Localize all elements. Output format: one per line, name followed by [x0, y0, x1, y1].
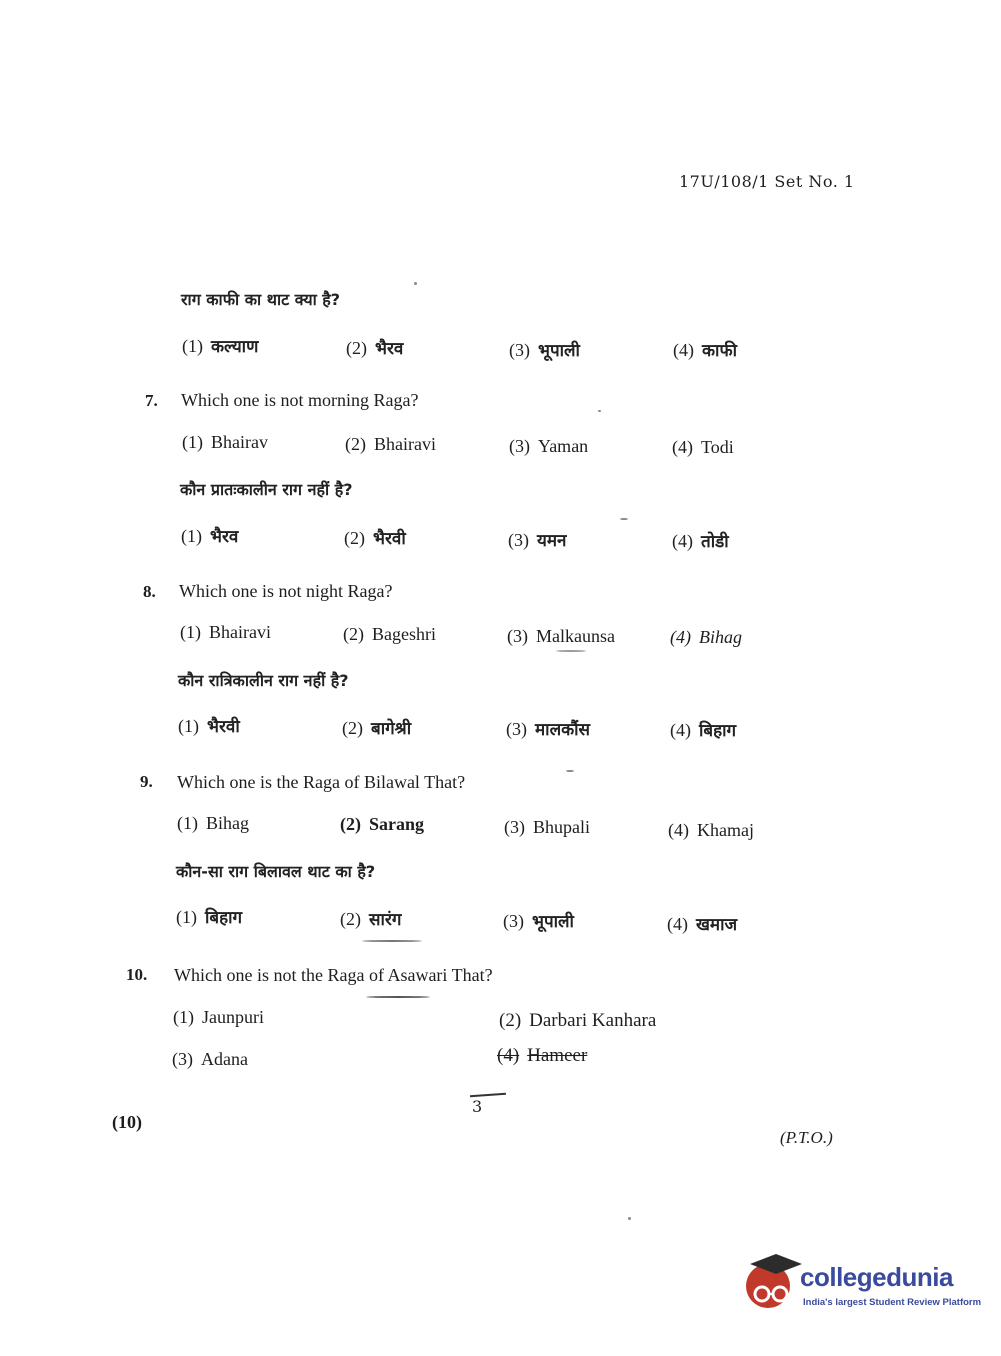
q8-hindi-text: कौन रात्रिकालीन राग नहीं है? [178, 671, 349, 690]
q9-hindi-text: कौन-सा राग बिलावल थाट का है? [176, 862, 376, 881]
scan-speck [566, 770, 574, 772]
q10-option-1: (1) Jaunpuri [173, 1007, 264, 1027]
q7-option-2: (2) Bhairavi [345, 434, 436, 454]
q7-option-4: (4) Todi [672, 437, 734, 457]
q7-option-1: (1) Bhairav [182, 432, 268, 452]
q7-hindi-text: कौन प्रातःकालीन राग नहीं है? [180, 480, 353, 499]
q8-option-4-hi: (4) बिहाग [670, 720, 737, 740]
q8-option-2-hi: (2) बागेश्री [342, 718, 412, 738]
q9-option-3: (3) Bhupali [504, 817, 590, 837]
q9-option-4-hi: (4) खमाज [667, 914, 738, 934]
q10-option-2: (2) Darbari Kanhara [499, 1010, 657, 1031]
q10-option-4: (4) Hameer [497, 1045, 588, 1066]
scan-speck [362, 940, 422, 942]
q10-number: 10. [126, 965, 148, 984]
q9-option-3-hi: (3) भूपाली [503, 911, 574, 931]
q6-option-1-hi: (1) कल्याण [182, 336, 259, 356]
brand-name: collegedunia [800, 1262, 953, 1292]
page-number: 3 [472, 1097, 483, 1116]
q7-number: 7. [145, 391, 158, 410]
q9-option-1-hi: (1) बिहाग [176, 907, 243, 927]
q10-text: Which one is not the Raga of Asawari That? [174, 965, 493, 985]
q8-option-3-hi: (3) मालकौंस [506, 719, 591, 739]
q7-text: Which one is not morning Raga? [181, 390, 419, 410]
paper-code: (10) [112, 1112, 142, 1132]
q8-option-1: (1) Bhairavi [180, 622, 271, 642]
brand-tagline: India's largest Student Review Platform [803, 1297, 982, 1308]
q9-option-1: (1) Bihag [177, 813, 249, 833]
q7-option-3-hi: (3) यमन [508, 530, 567, 550]
q8-option-4: (4) Bihag [670, 627, 742, 647]
q6-option-2-hi: (2) भैरव [346, 338, 404, 358]
scan-speck [556, 650, 586, 652]
q7-option-1-hi: (1) भैरव [181, 526, 239, 546]
q8-text: Which one is not night Raga? [179, 581, 393, 601]
q9-option-2-hi: (2) सारंग [340, 909, 402, 929]
pto-note: (P.T.O.) [780, 1128, 833, 1147]
q9-number: 9. [140, 772, 153, 791]
q7-option-2-hi: (2) भैरवी [344, 528, 406, 548]
set-header: 17U/108/1 Set No. 1 [679, 172, 855, 191]
q9-option-4: (4) Khamaj [668, 820, 754, 840]
q9-text: Which one is the Raga of Bilawal That? [177, 772, 466, 792]
scan-speck [414, 282, 417, 285]
scan-speck [620, 518, 628, 520]
q8-option-1-hi: (1) भैरवी [178, 716, 240, 736]
q6-option-4-hi: (4) काफी [673, 340, 737, 360]
scan-speck [598, 410, 601, 412]
q7-option-3: (3) Yaman [509, 436, 589, 456]
scan-speck [628, 1217, 631, 1220]
q6-option-3-hi: (3) भूपाली [509, 340, 580, 360]
q10-option-3: (3) Adana [172, 1049, 248, 1069]
scan-speck [366, 996, 430, 998]
q8-number: 8. [143, 582, 156, 601]
q8-option-2: (2) Bageshri [343, 624, 436, 644]
q8-option-3: (3) Malkaunsa [507, 626, 615, 646]
q9-option-2: (2) Sarang [340, 814, 425, 834]
q7-option-4-hi: (4) तोडी [672, 531, 729, 551]
q6-hindi-text: राग काफी का थाट क्या है? [181, 290, 341, 309]
